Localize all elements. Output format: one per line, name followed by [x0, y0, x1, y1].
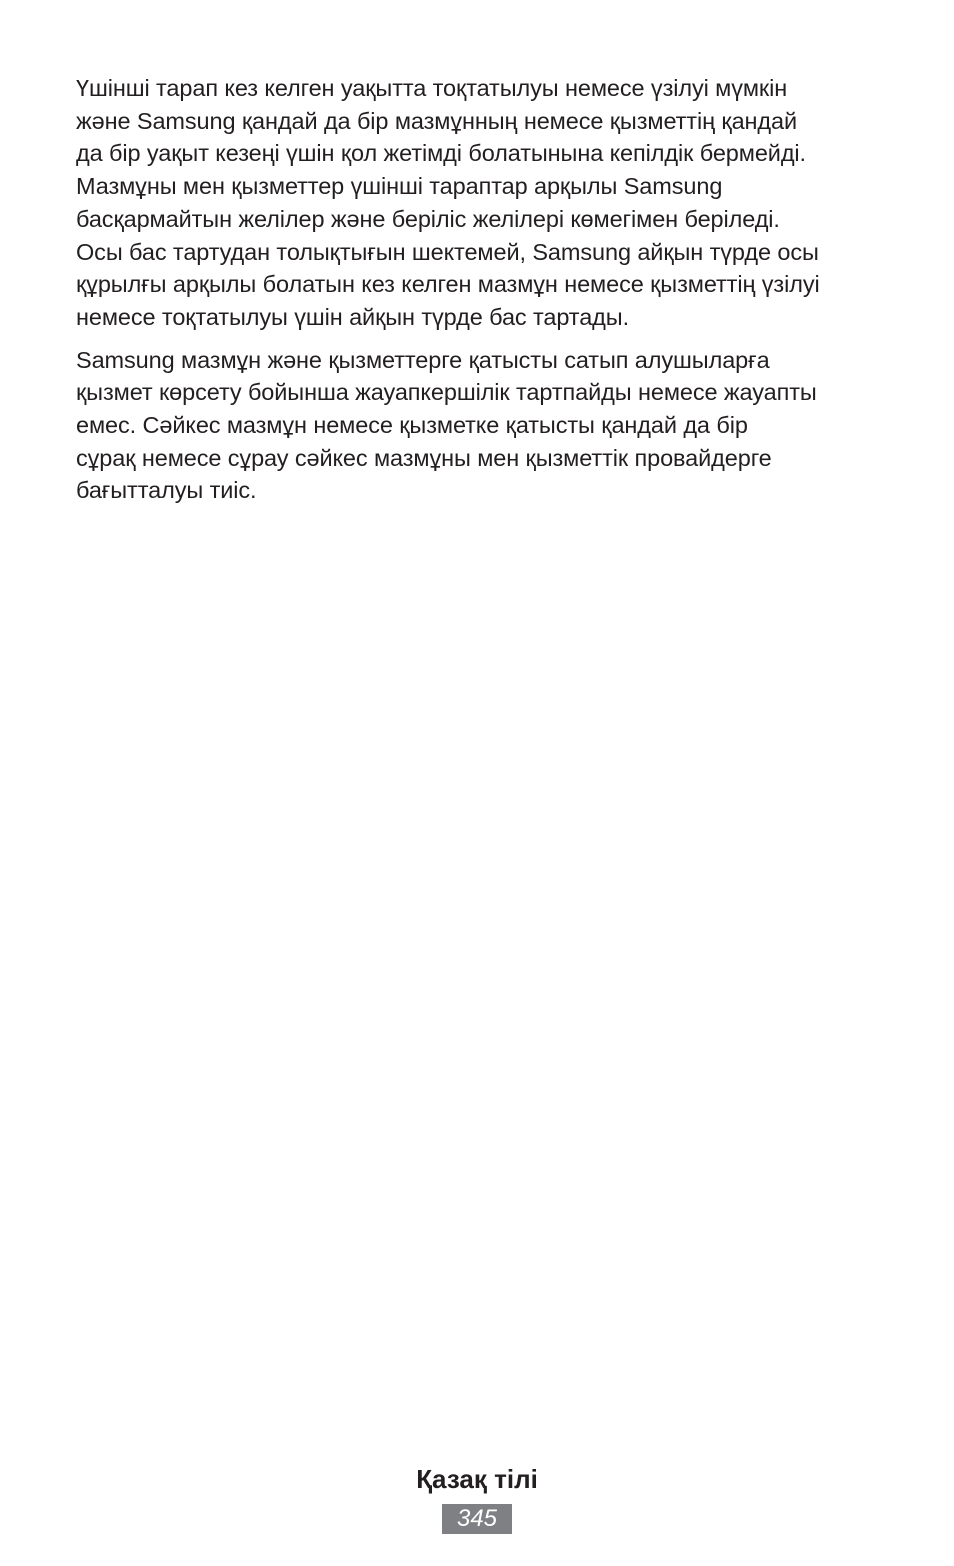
- text-line: Samsung мазмұн және қызметтерге қатысты сатып алушыларға: [76, 346, 770, 373]
- text-line: және Samsung қандай да бір мазмұнның немесе қызметтің қандай: [76, 107, 798, 134]
- document-body: [76, 72, 886, 517]
- page-number: 345: [442, 1504, 512, 1534]
- text-line: бағытталуы тиіс.: [76, 477, 257, 504]
- text-line: емес. Сәйкес мазмұн немесе қызметке қатысты қандай да бір: [76, 412, 748, 439]
- text-line: сұрақ немесе сұрау сәйкес мазмұны мен қызметтік провайдерге: [76, 444, 772, 471]
- text-line: Үшінші тарап кез келген уақытта тоқтатылуы немесе үзілуі мүмкін: [76, 75, 788, 101]
- text-line: қызмет көрсету бойынша жауапкершілік тартпайды немесе жауапты: [76, 379, 817, 406]
- text-line: немесе тоқтатылуы үшін айқын түрде бас тартады.: [76, 303, 630, 330]
- paragraph-third-party-services: [76, 72, 886, 334]
- paragraph-customer-service: [76, 344, 886, 508]
- text-line: Осы бас тартудан толықтығын шектемей, Samsung айқын түрде осы: [76, 238, 819, 265]
- page-footer: [0, 1462, 954, 1534]
- footer-language-label: Қазақ тілі: [416, 1464, 538, 1494]
- text-line: Мазмұны мен қызметтер үшінші тараптар арқылы Samsung: [76, 173, 723, 200]
- text-line: да бір уақыт кезеңі үшін қол жетімді болатынына кепілдік бермейді.: [76, 140, 806, 167]
- text-line: құрылғы арқылы болатын кез келген мазмұн немесе қызметтің үзілуі: [76, 271, 820, 298]
- text-line: басқармайтын желілер және беріліс желілері көмегімен беріледі.: [76, 205, 780, 232]
